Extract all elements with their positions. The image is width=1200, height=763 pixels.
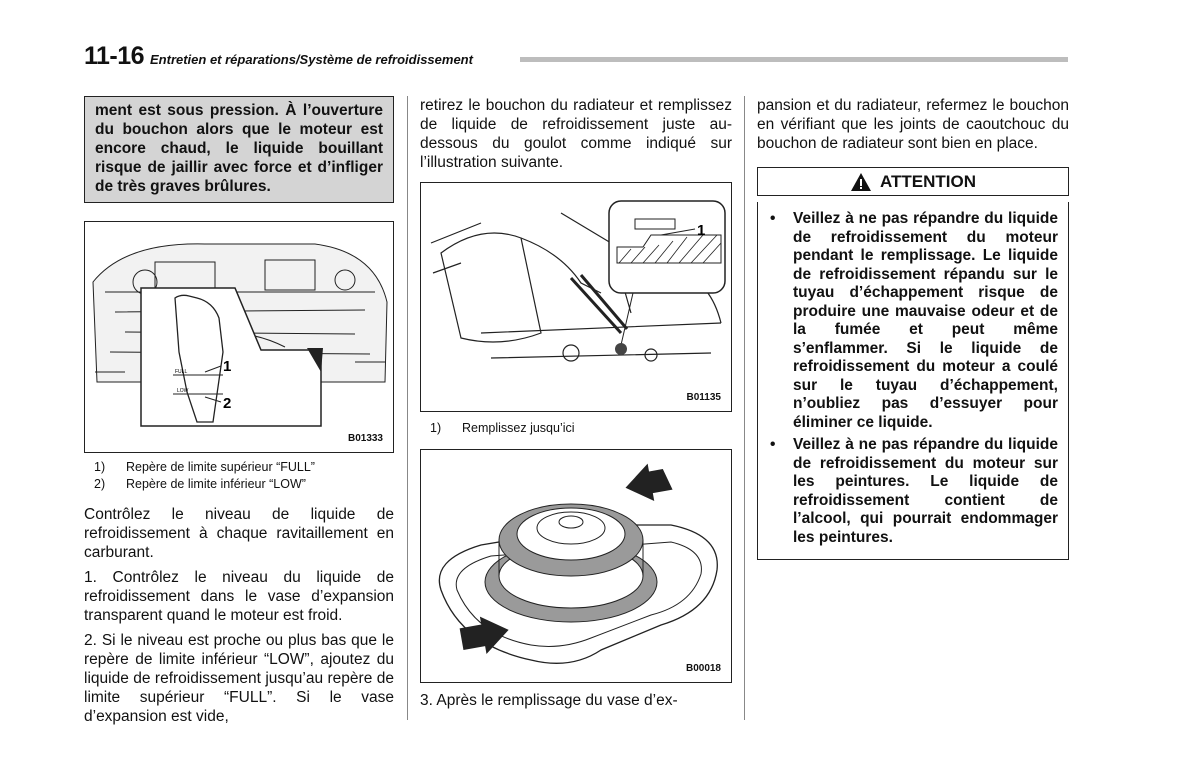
column-divider — [407, 96, 408, 720]
header-rule — [520, 57, 1068, 62]
column-middle — [420, 96, 732, 710]
column-divider — [744, 96, 745, 720]
caption-item: 2) Repère de limite inférieur “LOW” — [94, 477, 306, 491]
filling-illustration — [421, 183, 731, 411]
figure-code: B01135 — [686, 392, 721, 403]
figure-captions — [430, 420, 732, 437]
attention-label: ATTENTION — [879, 171, 976, 191]
figure-captions — [94, 459, 394, 493]
caption-item: 1) Repère de limite supérieur “FULL” — [94, 460, 315, 474]
paragraph: 1. Contrôlez le niveau du liquide de refroidissement dans le vase d’expansion transparent quand le moteur est froid. — [84, 569, 394, 624]
attention-bullet: • Veillez à ne pas répandre du liquide de refroidissement du moteur pendant le remplissage. Le liquide de refroidissement répandu sur le tuyau d’échappement risque de produire une mauvaise odeur et de la fumée et peut même s’enflammer. Si le liquide de refroidissement du moteur a coulé sur le tuyau d’échappement, n’oubliez pas d’essuyer pour éliminer ce liquide. — [770, 210, 1058, 432]
caption-item: 1) Remplissez jusqu’ici — [430, 421, 575, 435]
section-title: Entretien et réparations/Système de refroidissement — [150, 52, 473, 67]
paragraph: retirez le bouchon du radiateur et remplissez de liquide de refroidissement juste au-dessous du goulot comme indiqué sur l’illustration suivante. — [420, 97, 732, 171]
column-left — [84, 96, 394, 726]
figure-code: B00018 — [685, 663, 721, 674]
full-mark-label: FULL — [175, 369, 188, 375]
column-right — [757, 96, 1069, 560]
paragraph: Contrôlez le niveau de liquide de refroidissement à chaque ravitaillement en carburant. — [84, 506, 394, 561]
warning-box: ment est sous pression. À l’ouverture du bouchon alors que le moteur est encore chaud, le liquide bouillant risque de jaillir avec force et d’infliger de très graves brûlures. — [84, 96, 394, 203]
figure-radiator-cap — [420, 449, 732, 683]
warning-triangle-icon — [850, 172, 872, 192]
paragraph: 2. Si le niveau est proche ou plus bas que le repère de limite inférieur “LOW”, ajoutez du liquide de refroidissement jusqu’au repère de limite supérieur “FULL”. Si le vase d’expansion est vide, — [84, 632, 394, 725]
attention-header — [757, 167, 1069, 196]
radiator-cap-illustration — [421, 450, 731, 682]
paragraph: 3. Après le remplissage du vase d’ex- — [420, 692, 678, 709]
paragraph: pansion et du radiateur, refermez le bouchon en vérifiant que les joints de caoutchouc du bouchon de radiateur sont bien en place. — [757, 97, 1069, 152]
figure-filling — [420, 182, 732, 412]
low-mark-label: LOW — [177, 388, 189, 394]
figure-code: B01333 — [347, 433, 383, 444]
callout-1: 1 — [697, 222, 706, 239]
attention-bullet: • Veillez à ne pas répandre du liquide de refroidissement du moteur sur les peintures. Le liquide de refroidissement contient de l’alcool, qui pourrait endommager les peintures. — [770, 436, 1058, 547]
attention-body — [757, 202, 1069, 560]
callout-1: 1 — [223, 358, 232, 375]
engine-bay-illustration — [85, 222, 393, 452]
callout-2: 2 — [223, 395, 232, 412]
figure-reservoir — [84, 221, 394, 453]
page-number: 11-16 — [84, 42, 145, 70]
